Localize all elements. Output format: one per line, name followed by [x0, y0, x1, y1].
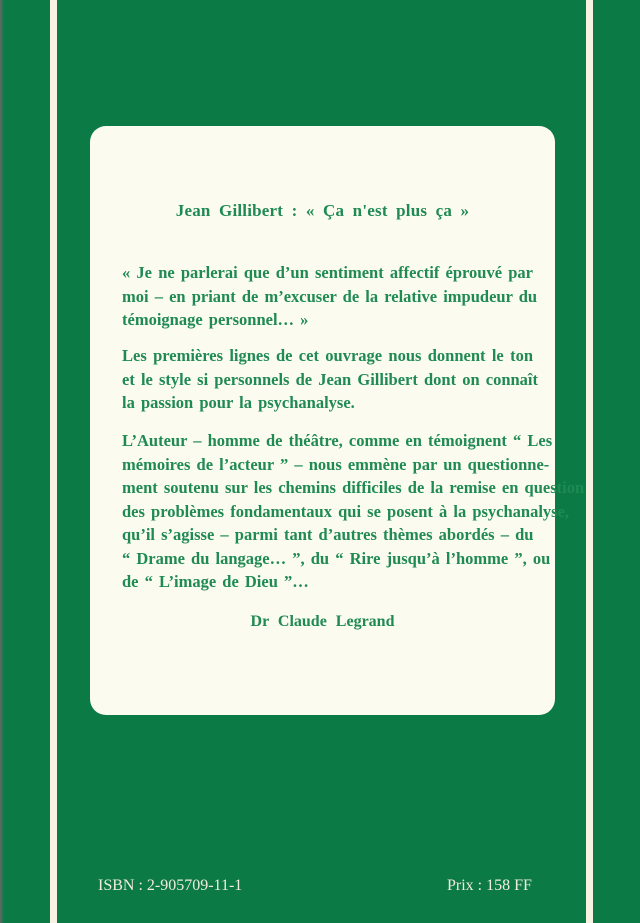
- text-line: ment soutenu sur les chemins difficiles de la remise en question: [122, 478, 585, 497]
- text-line: des problèmes fondamentaux qui se posent à la psychanalyse,: [122, 501, 570, 521]
- price-label: Prix : 158 FF: [447, 877, 532, 894]
- text-line: de “ L’image de Dieu ”…: [122, 572, 309, 591]
- text-line: mémoires de l’acteur ” – nous emmène par un questionne-: [122, 454, 550, 474]
- book-title: Jean Gillibert : « Ça n'est plus ça »: [175, 201, 470, 220]
- blurb-card: [90, 126, 585, 715]
- signature: Dr Claude Legrand: [250, 613, 395, 630]
- text-line: témoignage personnel… »: [122, 310, 309, 329]
- left-stripe: [50, 0, 57, 923]
- cover-edge: [0, 0, 4, 923]
- text-line: qu’il s’agisse – parmi tant d’autres thèmes abordés – du: [122, 525, 534, 544]
- isbn-label: ISBN : 2-905709-11-1: [98, 877, 243, 894]
- text-line: “ Drame du langage… ”, du “ Rire jusqu’à l’homme ”, ou: [122, 548, 551, 568]
- right-stripe: [586, 0, 593, 923]
- text-line: moi – en priant de m’excuser de la relative impudeur du: [122, 286, 538, 306]
- description-paragraph: [122, 429, 585, 594]
- quote-paragraph: [122, 261, 538, 332]
- text-line: Les premières lignes de cet ouvrage nous donnent le ton: [122, 346, 533, 365]
- text-line: la passion pour la psychanalyse.: [122, 393, 355, 412]
- text-line: et le style si personnels de Jean Gillibert dont on connaît: [122, 369, 538, 389]
- text-line: « Je ne parlerai que d’un sentiment affectif éprouvé par: [122, 263, 533, 282]
- text-line: L’Auteur – homme de théâtre, comme en témoignent “ Les: [122, 431, 553, 450]
- intro-paragraph: [122, 344, 538, 415]
